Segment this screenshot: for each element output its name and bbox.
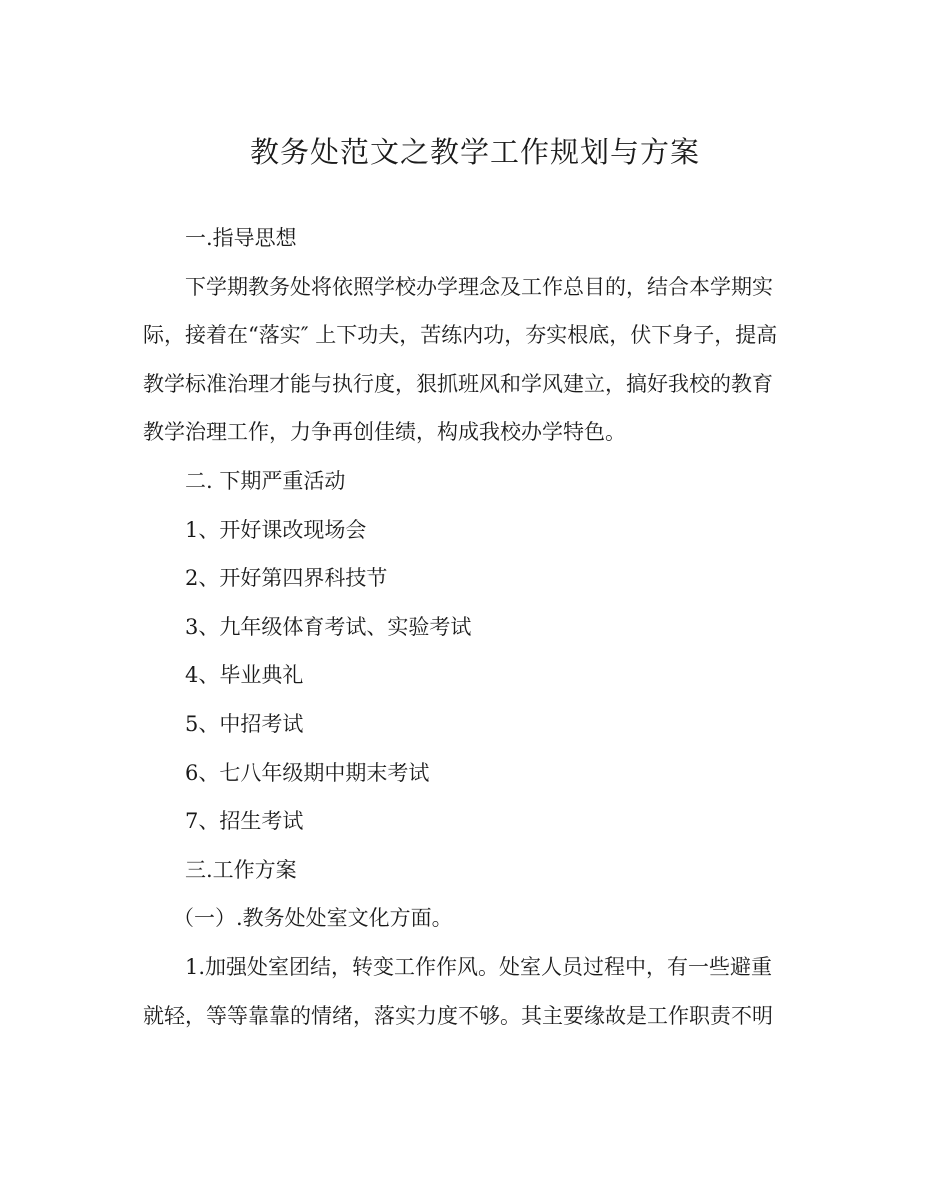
list-item: 1、开好课改现场会 xyxy=(185,517,367,542)
paragraph-line: 下学期教务处将依照学校办学理念及工作总目的，结合本学期实 xyxy=(185,274,773,299)
document-body xyxy=(143,214,813,1040)
list-item: 6、七八年级期中期末考试 xyxy=(185,760,430,785)
list-item: 3、九年级体育考试、实验考试 xyxy=(185,614,472,639)
paragraph-line: 教学标准治理才能与执行度，狠抓班风和学风建立，搞好我校的教育 xyxy=(143,371,773,396)
paragraph-line: 就轻，等等靠靠的情绪，落实力度不够。其主要缘故是工作职责不明 xyxy=(143,1003,773,1028)
paragraph-line: 1.加强处室团结，转变工作作风。处室人员过程中，有一些避重 xyxy=(185,954,773,979)
list-item: 5、中招考试 xyxy=(185,711,304,736)
list-item: 7、招生考试 xyxy=(185,809,304,834)
heading-work-plan: 三.工作方案 xyxy=(185,857,297,882)
paragraph-line: 际，接着在“落实″ 上下功夫，苦练内功，夯实根底，伏下身子，提高 xyxy=(143,323,778,348)
list-item: 4、毕业典礼 xyxy=(185,663,304,688)
list-item: 2、开好第四界科技节 xyxy=(185,566,388,591)
subheading-office-culture: （一）.教务处处室文化方面。 xyxy=(173,906,453,931)
heading-major-activities: 二. 下期严重活动 xyxy=(185,468,346,493)
heading-guiding-ideology: 一.指导思想 xyxy=(185,226,297,250)
paragraph-line: 教学治理工作，力争再创佳绩，构成我校办学特色。 xyxy=(143,420,626,445)
document-title: 教务处范文之教学工作规划与方案 xyxy=(249,135,700,169)
